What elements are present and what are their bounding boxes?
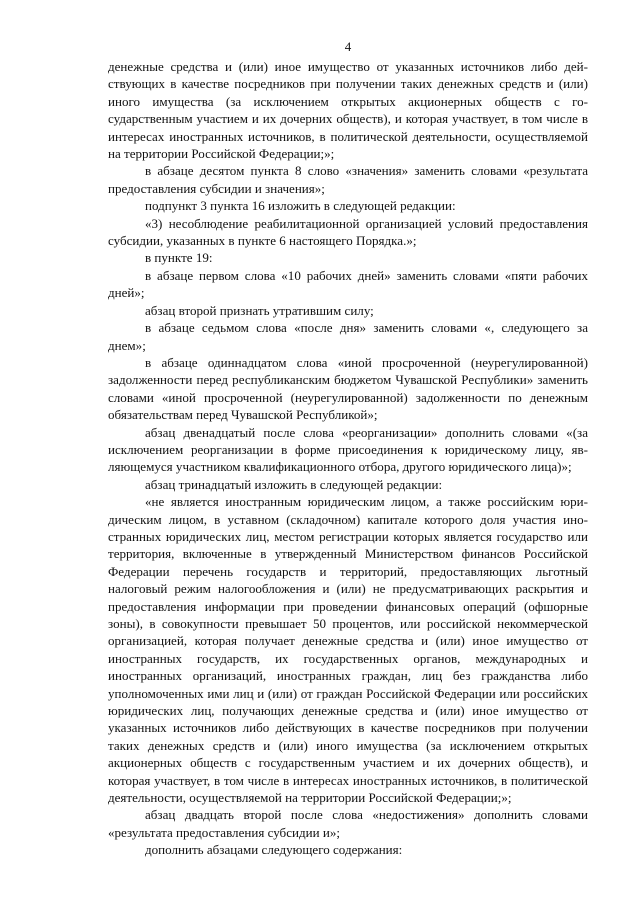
paragraph-continuation: денежные средства и (или) иное имущество от указанных источников либо действующих в качестве посредников при получении таких денежных средств и (или) иного имущества (за исключением открытых акционерных обществ с государственным участием и их дочерних обществ), и которая участвует, в том числе в интересах иностранных источников, в политической деятельности, осуществляемой на территории Российской Федерации;»; [108, 59, 588, 162]
paragraph-item-19: в пункте 19: [145, 250, 213, 266]
page-number: 4 [344, 39, 352, 54]
paragraph-seventh-abzac: в абзаце седьмом слова «после дня» заменить словами «, следующего за днем»; [108, 320, 588, 353]
paragraph-second-abzac: абзац второй признать утратившим силу; [145, 302, 374, 318]
paragraph-item-8-amendment: в абзаце десятом пункта 8 слово «значения» заменить словами «результата предоставления субсидии и значения»; [108, 163, 588, 196]
paragraph-subitem-3-16: подпункт 3 пункта 16 изложить в следующей редакции: [145, 198, 456, 214]
paragraph-twenty-second-abzac: абзац двадцать второй после слова «недостижения» дополнить словами «результата предоставления субсидии и»; [108, 807, 588, 840]
paragraph-thirteenth-abzac: абзац тринадцатый изложить в следующей редакции: [145, 476, 443, 492]
paragraph-eleventh-abzac: в абзаце одиннадцатом слова «иной просроченной (неурегулированной) задолженности перед республиканским бюджетом Чувашской Республики» заменить словами «иной просроченной (неурегулированной) задолженности по денежным обязательствам перед Чувашской Республикой»; [108, 354, 588, 423]
paragraph-first-abzac: в абзаце первом слова «10 рабочих дней» заменить словами «пяти рабочих дней»; [108, 267, 588, 301]
paragraph-twelfth-abzac: абзац двенадцатый после слова «реорганизации» дополнить словами «(за исключением реорганизации в форме присоединения к юридическому лицу, являющемуся участником квалификационного отбора, другого юридического лица)»; [108, 424, 588, 475]
paragraph-quoted-subitem-3: «3) несоблюдение реабилитационной организацией условий предоставления субсидии, указанных в пункте 6 настоящего Порядка.»; [108, 215, 588, 249]
paragraph-quoted-thirteenth: «не является иностранным юридическим лицом, а также российским юридическим лицом, в уставном (складочном) капитале которого доля участия иностранных юридических лиц, местом регистрации которых является государство или территория, включенные в утвержденный Министерством финансов Российской Федерации перечень государств и территорий, предоставляющих льготный налоговый режим налогообложения и (или) не предусматривающих раскрытия и предоставления информации при проведении финансовых операций (офшорные зоны), в совокупности превышает 50 процентов, или российской некоммерческой организацией, которая получает денежные средства и (или) иное имущество от иностранных государств, их государственных органов, международных и иностранных организаций, иностранных граждан, лиц без гражданства либо уполномоченных ими лиц и (или) от граждан Российской Федерации или российских юридических лиц, получающих денежные средства и (или) иное имущество от указанных источников либо действующих в качестве посредников при получении таких денежных средств и (или) иного имущества (за исключением открытых акционерных обществ с государственным участием и их дочерних обществ), и которая участвует, в том числе в интересах иностранных источников, в политической деятельности, осуществляемой на территории Российской Федерации;»; [108, 494, 588, 806]
paragraph-supplement: дополнить абзацами следующего содержания: [145, 842, 403, 858]
